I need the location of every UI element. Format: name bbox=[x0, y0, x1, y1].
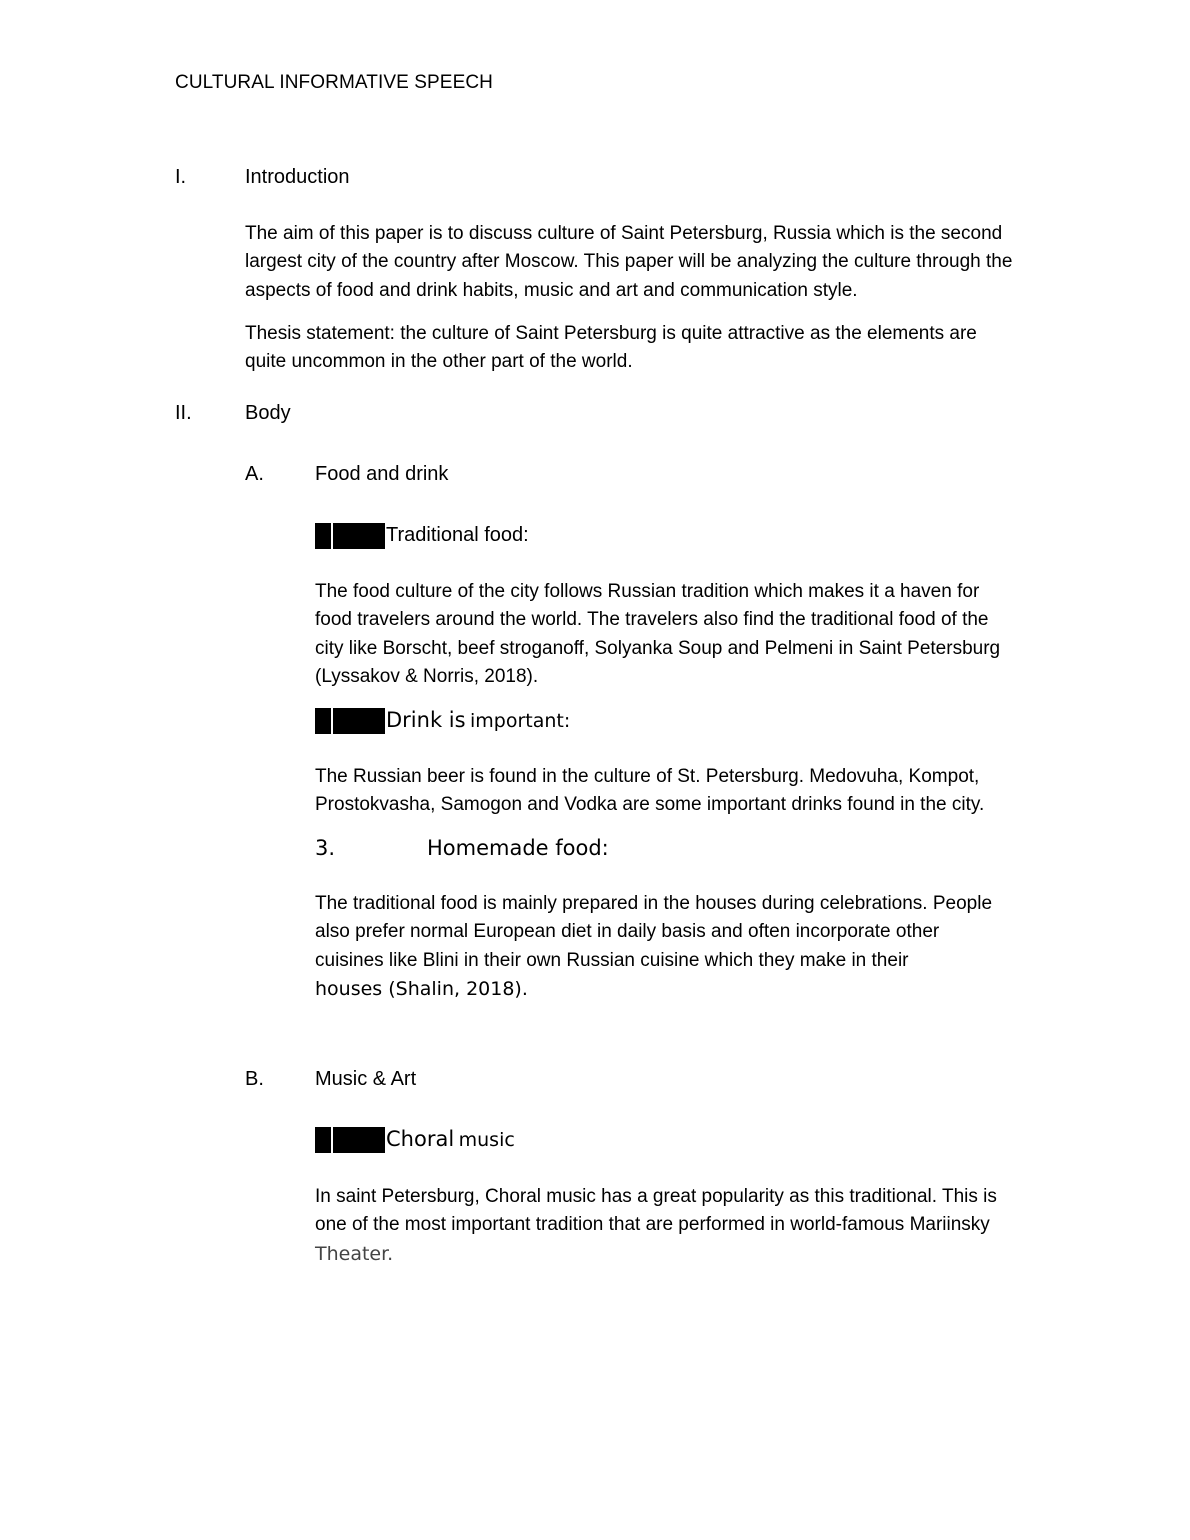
choral-paragraph bbox=[315, 1183, 1025, 1269]
choral-label-part2: music bbox=[458, 1129, 515, 1151]
item-label-choral bbox=[386, 1127, 515, 1151]
subsection-letter-b: B. bbox=[245, 1068, 264, 1090]
item-number-3: 3. bbox=[315, 836, 336, 860]
traditional-food-paragraph: The food culture of the city follows Russian tradition which makes it a haven for food travelers around the world. The travelers also find the traditional food of the city like Borscht, beef stroganoff, Solyanka Soup and Pelmeni in Saint Petersburg (Lyssakov & Norris, 2018). bbox=[315, 581, 1001, 687]
drink-label-part2: important: bbox=[470, 710, 571, 732]
item-label-drink bbox=[386, 708, 570, 732]
redacted-number-block bbox=[315, 708, 385, 734]
choral-label-part1: Choral bbox=[386, 1127, 455, 1151]
subsection-title-music-art: Music & Art bbox=[315, 1068, 417, 1090]
choral-paragraph-end: Theater. bbox=[315, 1242, 394, 1265]
drink-paragraph: The Russian beer is found in the culture of St. Petersburg. Medovuha, Kompot, Prostokvasha, Samogon and Vodka are some important drinks found in the city. bbox=[315, 766, 985, 816]
section-title-intro: Introduction bbox=[245, 166, 350, 188]
subsection-letter-a: A. bbox=[245, 463, 264, 485]
item-label-homemade-food: Homemade food: bbox=[427, 836, 609, 860]
homemade-food-paragraph: The traditional food is mainly prepared in the houses during celebrations. People also prefer normal European diet in daily basis and often incorporate other cuisines like Blini in their own Russian cuisine which they make in their bbox=[315, 893, 993, 971]
redacted-number-block bbox=[315, 1127, 385, 1153]
section-title-body: Body bbox=[245, 402, 291, 424]
intro-paragraph-2: Thesis statement: the culture of Saint Petersburg is quite attractive as the elements are quite uncommon in the other part of the world. bbox=[245, 323, 977, 373]
section-numeral-body: II. bbox=[175, 402, 192, 424]
drink-label-part1: Drink is bbox=[386, 708, 466, 732]
intro-paragraph-1: The aim of this paper is to discuss culture of Saint Petersburg, Russia which is the second largest city of the country after Moscow. This paper will be analyzing the culture through the aspects of food and drink habits, music and art and communication style. bbox=[245, 223, 1013, 301]
document-header: CULTURAL INFORMATIVE SPEECH bbox=[175, 72, 493, 93]
choral-paragraph-main: In saint Petersburg, Choral music has a great popularity as this traditional. This is one of the most important tradition that are performed in world-famous Mariinsky bbox=[315, 1186, 997, 1236]
subsection-title-food-drink: Food and drink bbox=[315, 463, 449, 485]
redacted-number-block bbox=[315, 523, 385, 549]
item-label-traditional-food: Traditional food: bbox=[386, 524, 529, 546]
section-numeral-intro: I. bbox=[175, 166, 187, 188]
homemade-food-paragraph-end: houses (Shalin, 2018). bbox=[315, 978, 528, 1000]
